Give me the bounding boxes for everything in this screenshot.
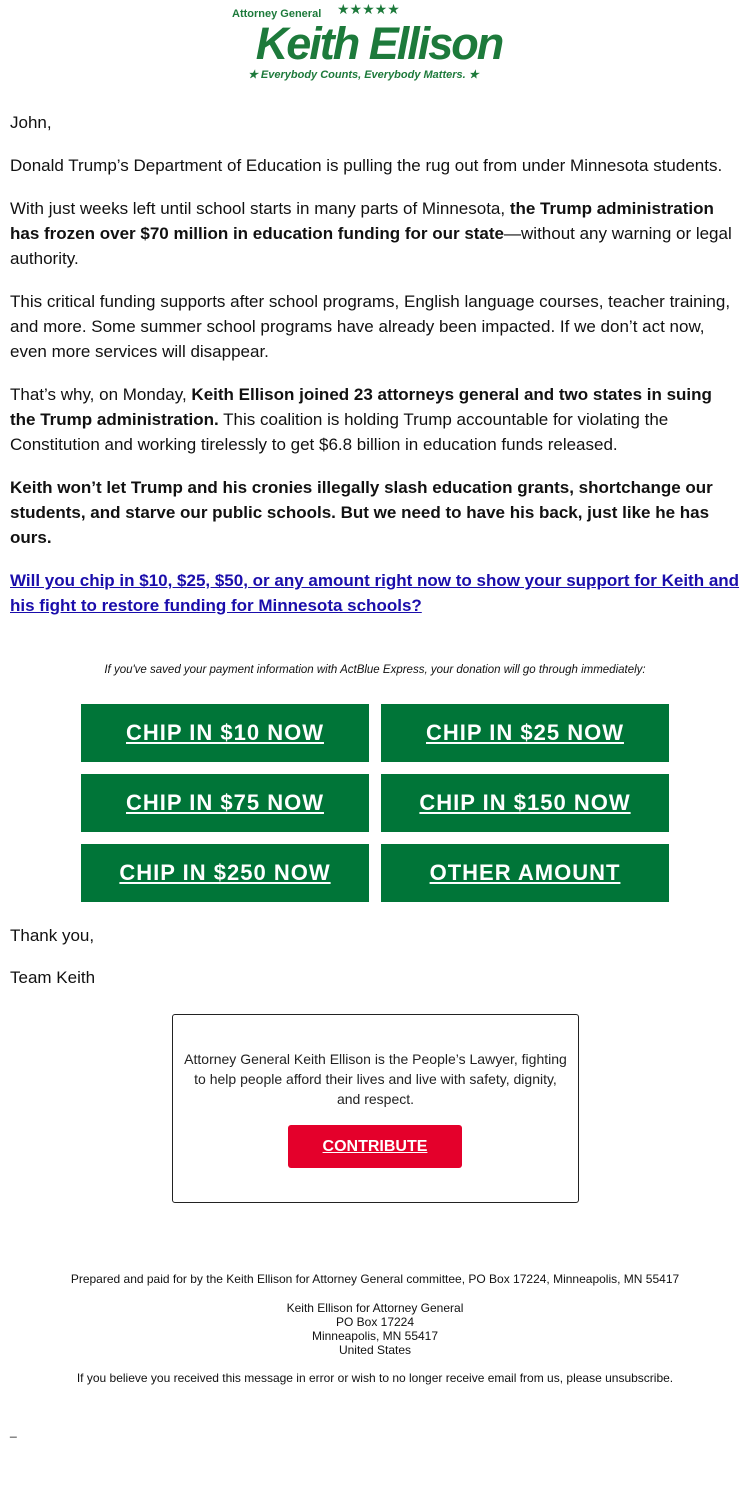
unsubscribe-notice: If you believe you received this message in error or wish to no longer receive email from us, please unsubscribe. (76, 1371, 674, 1385)
logo-tagline: ★ Everybody Counts, Everybody Matters. ★ (248, 69, 479, 81)
address-line-4: United States (338, 1343, 412, 1357)
actblue-express-note: If you've saved your payment information with ActBlue Express, your donation will go through immediately: (104, 664, 646, 676)
paragraph-4 (10, 382, 742, 457)
paragraph-1: Donald Trump’s Department of Education is pulling the rug out from under Minnesota students. (10, 156, 723, 175)
paragraph-2 (10, 196, 742, 271)
paragraph-2-post: —without any warning or legal authority. (10, 224, 732, 268)
chip-in-150-button[interactable]: CHIP IN $150 NOW (381, 774, 669, 832)
chip-in-10-button[interactable]: CHIP IN $10 NOW (81, 704, 369, 762)
chip-in-250-button[interactable]: CHIP IN $250 NOW (81, 844, 369, 902)
address-line-1: Keith Ellison for Attorney General (286, 1301, 464, 1315)
logo-stars: ★★★★★ (337, 1, 400, 17)
paragraph-2-pre: With just weeks left until school starts in many parts of Minnesota, (10, 199, 510, 218)
paragraph-3: This critical funding supports after school programs, English language courses, teacher training, and more. Some summer school programs have already been impacted. If we don’t act now, even more services will disappear. (10, 292, 731, 361)
paragraph-2-bold: the Trump administration has frozen over $70 million in education funding for our state (10, 199, 714, 243)
logo-name: Keith Ellison (255, 18, 503, 69)
thanks-text: Thank you, (10, 926, 95, 945)
chip-in-25-button[interactable]: CHIP IN $25 NOW (381, 704, 669, 762)
logo (0, 0, 750, 90)
paragraph-4-pre: That’s why, on Monday, (10, 385, 192, 404)
mailing-address (0, 1301, 750, 1357)
paragraph-4-bold: Keith Ellison joined 23 attorneys general and two states in suing the Trump administration. (10, 385, 712, 429)
promo-box (172, 1014, 579, 1203)
logo-office: Attorney General (232, 8, 322, 20)
paragraph-5: Keith won’t let Trump and his cronies illegally slash education grants, shortchange our students, and starve our public schools. But we need to have his back, just like he has ours. (10, 478, 713, 547)
address-line-2: PO Box 17224 (335, 1315, 415, 1329)
email-body (10, 110, 742, 636)
other-amount-button[interactable]: OTHER AMOUNT (381, 844, 669, 902)
contribute-button[interactable]: CONTRIBUTE (288, 1125, 462, 1168)
paid-for-disclaimer: Prepared and paid for by the Keith Ellison for Attorney General committee, PO Box 17224, Minneapolis, MN 55417 (70, 1272, 680, 1286)
chip-in-75-button[interactable]: CHIP IN $75 NOW (81, 774, 369, 832)
donate-link[interactable]: Will you chip in $10, $25, $50, or any amount right now to show your support for Keith and his fight to restore funding for Minnesota schools? (10, 571, 740, 615)
greeting: John, (10, 113, 52, 132)
promo-text: Attorney General Keith Ellison is the People’s Lawyer, fighting to help people afford their lives and live with safety, dignity, and respect. (184, 1051, 567, 1107)
address-line-3: Minneapolis, MN 55417 (311, 1329, 439, 1343)
signature: Team Keith (10, 968, 96, 987)
footer-mark: _ (10, 1424, 17, 1438)
paragraph-4-post: This coalition is holding Trump accountable for violating the Constitution and working tirelessly to get $6.8 billion in education funds released. (10, 410, 669, 454)
